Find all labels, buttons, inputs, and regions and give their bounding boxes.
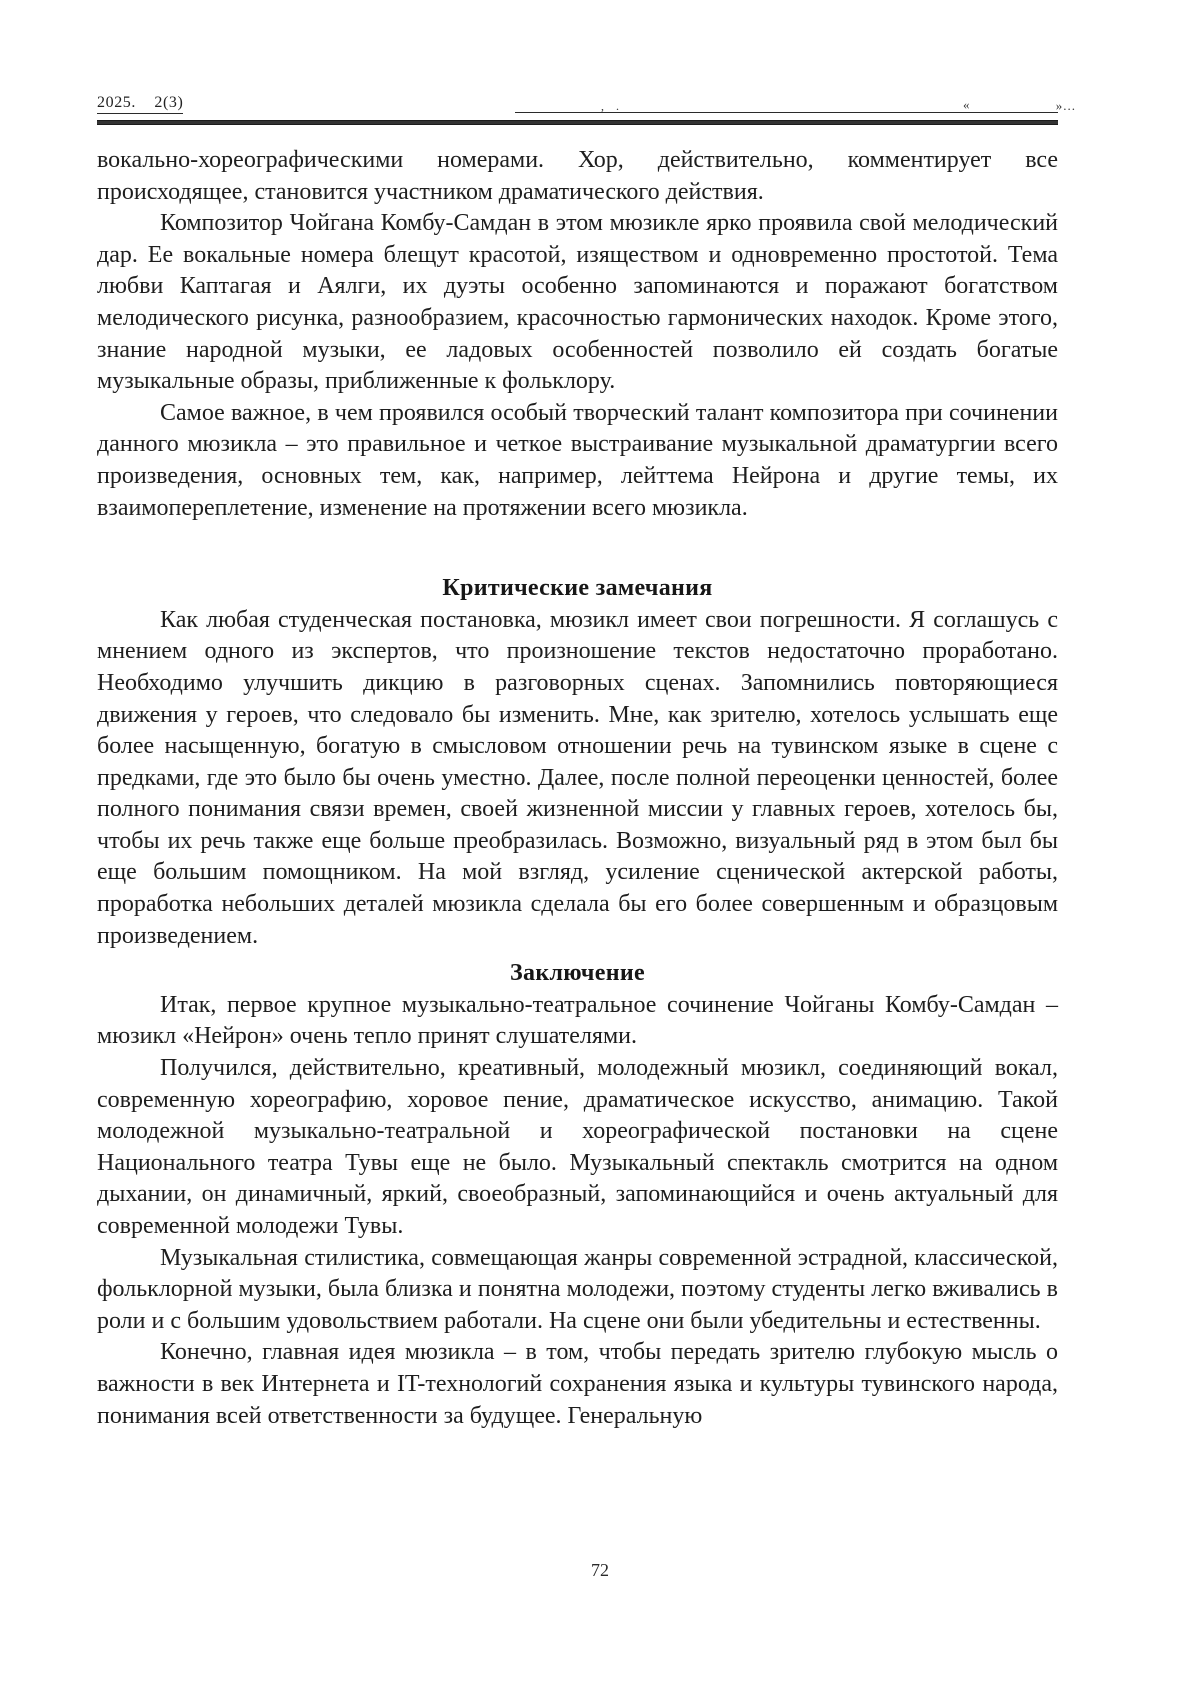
paragraph: Композитор Чойгана Комбу-Самдан в этом мюзикле ярко проявила свой мелодический дар. Ее вокальные номера блещут красотой, изяществом и одновременно простотой. Тема любви Каптагая и Аялги, их дуэты особенно запоминаются и поражают богатством мелодического рисунка, разнообразием, красочностью гармонических находок. Кроме этого, знание народной музыки, ее ладовых особенностей позволило ей создать богатые музыкальные образы, приближенные к фольклору.: [97, 210, 1058, 395]
header-open-quote: «: [963, 97, 970, 112]
header-divider-rule: [97, 120, 1058, 125]
paragraph: Итак, первое крупное музыкально-театральное сочинение Чойганы Комбу-Самдан – мюзикл «Нейрон» очень тепло принят слушателями.: [97, 991, 1058, 1050]
paragraph: Как любая студенческая постановка, мюзикл имеет свои погрешности. Я соглашусь с мнением одного из экспертов, что произношение текстов недостаточно проработано. Необходимо улучшить дикцию в разговорных сценах. Запомнились повторяющиеся движения у героев, что следовало бы изменить. Мне, как зрителю, хотелось услышать еще более насыщенную, богатую в смысловом отношении речь на тувинском языке в сцене с предками, где это было бы очень уместно. Далее, после полной переоценки ценностей, более полного понимания связи времен, своей жизненной миссии у главных героев, хотелось бы, чтобы их речь также еще больше преобразилась. Возможно, визуальный ряд в этом был бы еще большим помощником. На мой взгляд, усиление сценической актерской работы, проработка небольших деталей мюзикла сделала бы его более совершенным и образцовым произведением.: [97, 606, 1058, 949]
paragraph: Самое важное, в чем проявился особый творческий талант композитора при сочинении данного мюзикла – это правильное и четкое выстраивание музыкальной драматургии всего произведения, основных тем, как, например, лейттема Нейрона и другие темы, их взаимопереплетение, изменение на протяжении всего мюзикла.: [97, 399, 1058, 521]
running-header: [97, 92, 1076, 116]
paragraph: Получился, действительно, креативный, молодежный мюзикл, соединяющий вокал, современную хореографию, хоровое пение, драматическое искусство, анимацию. Такой молодежной музыкально-театральной и хореографической постановки на сцене Национального театра Тувы еще не было. Музыкальный спектакль смотрится на одном дыхании, он динамичный, яркий, своеобразный, запоминающийся и очень актуальный для современной молодежи Тувы.: [97, 1055, 1058, 1239]
paragraph: Конечно, главная идея мюзикла – в том, чтобы передать зрителю глубокую мысль о важности в век Интернета и IT-технологий сохранения языка и культуры тувинского народа, понимания всей ответственности за будущее. Генеральную: [97, 1339, 1058, 1429]
section-heading-critical-remarks: Критические замечания: [442, 575, 713, 602]
header-year-issue: 2025. 2(3): [97, 94, 183, 114]
page-number: 72: [591, 1560, 609, 1580]
header-close-quote-ellipsis: »...: [1055, 98, 1076, 113]
article-body: [97, 145, 1058, 1432]
paragraph-continuation: вокально-хореографическими номерами. Хор, действительно, комментирует все происходящее, становится участником драматического действия.: [97, 147, 1058, 205]
header-running-title-line: [515, 94, 1076, 113]
section-heading-conclusion: Заключение: [510, 960, 645, 987]
paragraph: Музыкальная стилистика, совмещающая жанры современной эстрадной, классической, фольклорной музыки, была близка и понятна молодежи, поэтому студенты легко вживались в роли и с большим удовольствием работали. На сцене они были убедительны и естественны.: [97, 1244, 1058, 1334]
header-punctuation: , .: [601, 99, 621, 113]
